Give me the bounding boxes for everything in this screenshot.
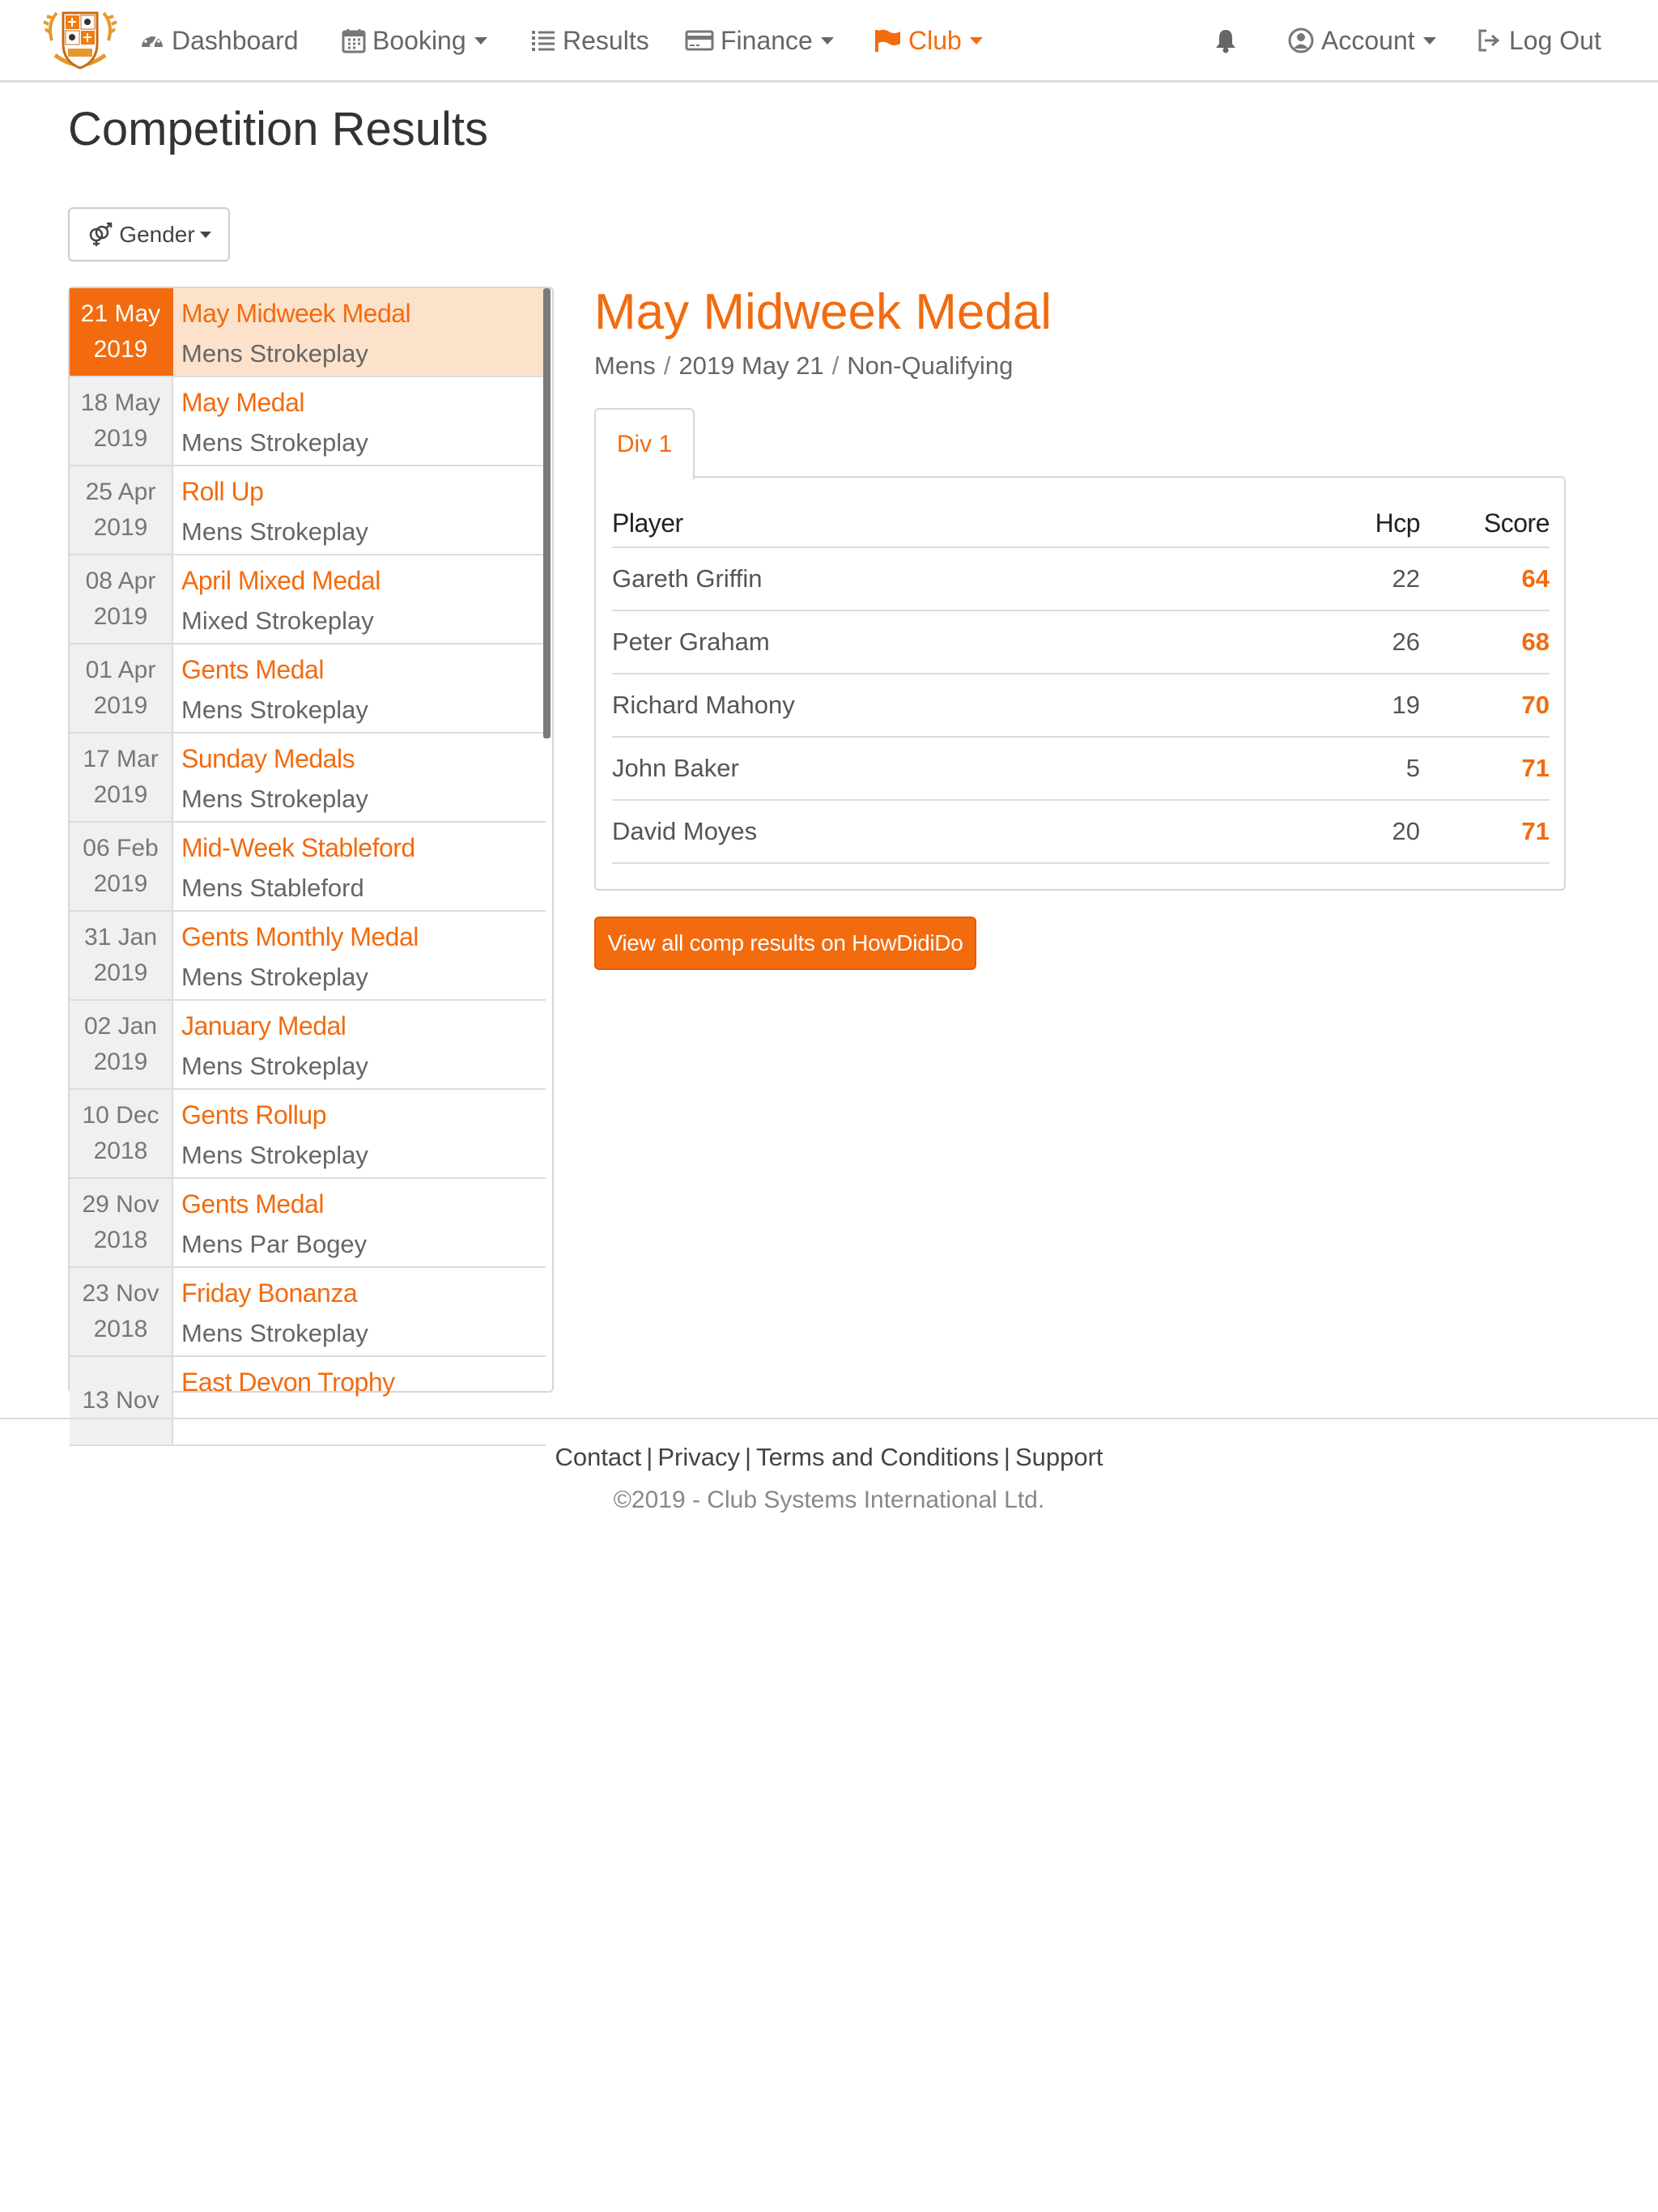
nav-dashboard-label: Dashboard <box>172 25 299 55</box>
chevron-down-icon <box>821 37 834 45</box>
competition-type: Mens Par Bogey <box>181 1230 368 1258</box>
competition-type: Mens Strokeplay <box>181 696 368 724</box>
chevron-down-icon <box>474 37 487 45</box>
results-table <box>612 500 1550 864</box>
competition-info <box>173 377 546 465</box>
competition-date-cell <box>70 734 173 821</box>
competition-year: 2019 <box>93 603 148 630</box>
competition-list-item[interactable] <box>70 1001 546 1090</box>
competition-list-item[interactable] <box>70 377 546 466</box>
competition-list-item[interactable] <box>70 1357 546 1446</box>
player-handicap: 20 <box>1290 800 1420 863</box>
gender-filter-button[interactable] <box>68 207 230 262</box>
competition-date-cell <box>70 555 173 643</box>
chevron-down-icon <box>200 232 211 238</box>
competition-list-item[interactable] <box>70 823 546 912</box>
player-score: 68 <box>1420 610 1550 674</box>
footer-link-contact[interactable]: Contact <box>555 1443 642 1471</box>
player-column-header: Player <box>612 500 1290 547</box>
competition-day: 10 Dec <box>82 1102 159 1129</box>
user-circle-icon <box>1287 27 1315 54</box>
competition-year: 2019 <box>93 959 148 986</box>
footer-pipe: | <box>1003 1443 1010 1471</box>
competition-date-cell <box>70 1357 173 1444</box>
notifications-button[interactable] <box>1213 23 1245 58</box>
competition-list-scroll[interactable] <box>70 288 546 1414</box>
nav-account[interactable] <box>1287 23 1436 58</box>
competition-day: 29 Nov <box>82 1191 159 1218</box>
player-handicap: 26 <box>1290 610 1420 674</box>
player-handicap: 22 <box>1290 547 1420 610</box>
competition-day: 25 Apr <box>85 479 156 505</box>
player-score: 64 <box>1420 547 1550 610</box>
tab-div-1[interactable]: Div 1 <box>594 408 695 479</box>
competition-type: Mens Strokeplay <box>181 428 368 457</box>
competition-name-link[interactable]: Gents Rollup <box>181 1100 326 1129</box>
competition-type: Mens Strokeplay <box>181 785 368 813</box>
logout-icon <box>1477 28 1503 53</box>
competition-date-cell <box>70 1268 173 1355</box>
competition-info <box>173 288 546 376</box>
competition-day: 21 May <box>80 300 161 327</box>
competition-list-item[interactable] <box>70 555 546 644</box>
player-name: John Baker <box>612 737 1290 800</box>
credit-card-icon <box>685 29 714 52</box>
footer-divider <box>0 1418 1658 1419</box>
competition-name-link[interactable]: Gents Medal <box>181 655 324 684</box>
competition-date-cell <box>70 288 173 376</box>
chevron-down-icon <box>1423 37 1436 45</box>
table-row <box>612 610 1550 674</box>
competition-day: 23 Nov <box>82 1280 159 1307</box>
competition-day: 13 Nov <box>82 1387 159 1414</box>
gender-filter-label: Gender <box>119 221 195 247</box>
competition-name-link[interactable]: April Mixed Medal <box>181 566 380 595</box>
chevron-down-icon <box>970 37 983 45</box>
competition-info <box>173 466 546 554</box>
competition-name-link[interactable]: East Devon Trophy <box>181 1368 395 1397</box>
competition-date-cell <box>70 912 173 999</box>
competition-info <box>173 1357 546 1444</box>
competition-list-item[interactable] <box>70 1179 546 1268</box>
meta-separator: / <box>663 351 671 380</box>
footer-link-terms[interactable]: Terms and Conditions <box>756 1443 999 1471</box>
competition-date-cell <box>70 1001 173 1088</box>
score-column-header: Score <box>1420 500 1550 547</box>
player-score: 71 <box>1420 737 1550 800</box>
hcp-column-header: Hcp <box>1290 500 1420 547</box>
competition-meta <box>594 351 1013 381</box>
meta-separator: / <box>831 351 840 380</box>
competition-info <box>173 912 546 999</box>
club-logo[interactable] <box>44 8 117 74</box>
nav-booking-label: Booking <box>372 25 466 55</box>
competition-type: Mens Strokeplay <box>181 1319 368 1347</box>
player-name: David Moyes <box>612 800 1290 863</box>
nav-logout-label: Log Out <box>1509 25 1601 55</box>
competition-year: 2019 <box>93 514 148 541</box>
dashboard-icon <box>139 29 165 52</box>
competition-info <box>173 1179 546 1266</box>
footer-link-privacy[interactable]: Privacy <box>657 1443 740 1471</box>
player-score: 70 <box>1420 674 1550 737</box>
table-row <box>612 674 1550 737</box>
player-score: 71 <box>1420 800 1550 863</box>
competition-list-item[interactable] <box>70 912 546 1001</box>
competition-name-link[interactable]: Gents Medal <box>181 1189 324 1219</box>
competition-list[interactable] <box>68 287 554 1414</box>
competition-date-cell <box>70 377 173 465</box>
competition-list-item[interactable] <box>70 1090 546 1179</box>
top-navbar <box>0 0 1658 83</box>
footer-link-support[interactable]: Support <box>1014 1443 1103 1471</box>
table-row <box>612 547 1550 610</box>
table-row <box>612 737 1550 800</box>
nav-finance[interactable] <box>685 23 834 58</box>
competition-year: 2018 <box>93 1227 148 1253</box>
logout-button[interactable] <box>1477 23 1601 58</box>
competition-list-item[interactable] <box>70 644 546 734</box>
copyright: ©2019 - Club Systems International Ltd. <box>613 1487 1045 1513</box>
competition-day: 01 Apr <box>85 657 156 683</box>
nav-booking[interactable] <box>342 23 487 58</box>
competition-type: Mixed Strokeplay <box>181 606 374 635</box>
footer-links <box>0 1443 1658 1472</box>
competition-info <box>173 1090 546 1177</box>
competition-qualifying: Non-Qualifying <box>847 351 1014 380</box>
flag-icon <box>874 28 902 53</box>
bell-icon <box>1213 28 1239 53</box>
footer-pipe: | <box>745 1443 752 1471</box>
competition-list-item[interactable] <box>70 466 546 555</box>
nav-club-label: Club <box>908 25 962 55</box>
competition-year: 2019 <box>93 870 148 897</box>
nav-account-label: Account <box>1321 25 1415 55</box>
player-handicap: 5 <box>1290 737 1420 800</box>
competition-name-link[interactable]: Sunday Medals <box>181 744 355 773</box>
competition-type: Mens Strokeplay <box>181 1052 368 1080</box>
results-header-row <box>612 500 1550 547</box>
nav-dashboard[interactable] <box>139 23 299 58</box>
competition-year: 2019 <box>93 425 148 452</box>
competition-date-cell <box>70 823 173 910</box>
competition-name-link[interactable]: Friday Bonanza <box>181 1278 358 1308</box>
competition-year: 2019 <box>93 781 148 808</box>
competition-day: 08 Apr <box>85 568 156 594</box>
competition-name-link[interactable]: Roll Up <box>181 477 264 506</box>
competition-title: May Midweek Medal <box>594 284 1052 340</box>
competition-date: 2019 May 21 <box>678 351 824 380</box>
nav-club[interactable] <box>874 23 983 58</box>
competition-date-cell <box>70 1179 173 1266</box>
competition-day: 17 Mar <box>83 746 159 772</box>
competition-gender: Mens <box>594 351 656 380</box>
competition-year: 2019 <box>93 1049 148 1075</box>
competition-name-link[interactable]: Gents Monthly Medal <box>181 922 419 951</box>
competition-day: 06 Feb <box>83 835 159 861</box>
club-crest-icon <box>44 8 117 74</box>
nav-finance-label: Finance <box>721 25 813 55</box>
results-panel <box>594 476 1566 891</box>
player-name: Peter Graham <box>612 610 1290 674</box>
competition-info <box>173 555 546 643</box>
competition-type: Mens Strokeplay <box>181 1141 368 1169</box>
competition-name-link[interactable]: Mid-Week Stableford <box>181 833 415 862</box>
competition-year: 2019 <box>93 692 148 719</box>
gender-icon <box>87 223 113 247</box>
competition-date-cell <box>70 1090 173 1177</box>
nav-results[interactable] <box>530 23 649 58</box>
competition-info <box>173 644 546 732</box>
table-row <box>612 800 1550 863</box>
competition-type: Mens Strokeplay <box>181 517 368 546</box>
page-title: Competition Results <box>68 103 488 155</box>
list-icon <box>530 29 556 52</box>
competition-day: 31 Jan <box>83 924 158 951</box>
competition-list-item[interactable] <box>70 734 546 823</box>
competition-info <box>173 734 546 821</box>
competition-info <box>173 823 546 910</box>
competition-info <box>173 1268 546 1355</box>
competition-name-link[interactable]: May Medal <box>181 388 304 417</box>
player-handicap: 19 <box>1290 674 1420 737</box>
competition-year: 2018 <box>93 1316 148 1342</box>
scrollbar[interactable] <box>543 288 551 738</box>
calendar-icon <box>342 28 366 53</box>
competition-year: 2019 <box>93 336 148 363</box>
view-howdidido-button[interactable]: View all comp results on HowDidiDo <box>594 917 976 970</box>
competition-day: 18 May <box>80 389 161 416</box>
competition-list-item[interactable] <box>70 288 546 377</box>
competition-type: Mens Strokeplay <box>181 339 368 368</box>
competition-type: Mens Strokeplay <box>181 963 368 991</box>
player-name: Gareth Griffin <box>612 547 1290 610</box>
competition-list-item[interactable] <box>70 1268 546 1357</box>
competition-date-cell <box>70 466 173 554</box>
competition-type: Mens Stableford <box>181 874 364 902</box>
footer-pipe: | <box>646 1443 653 1471</box>
competition-name-link[interactable]: May Midweek Medal <box>181 299 411 328</box>
player-name: Richard Mahony <box>612 674 1290 737</box>
competition-name-link[interactable]: January Medal <box>181 1011 346 1040</box>
competition-date-cell <box>70 644 173 732</box>
competition-year: 2018 <box>93 1138 148 1164</box>
competition-day: 02 Jan <box>83 1013 158 1040</box>
nav-results-label: Results <box>563 25 649 55</box>
competition-info <box>173 1001 546 1088</box>
